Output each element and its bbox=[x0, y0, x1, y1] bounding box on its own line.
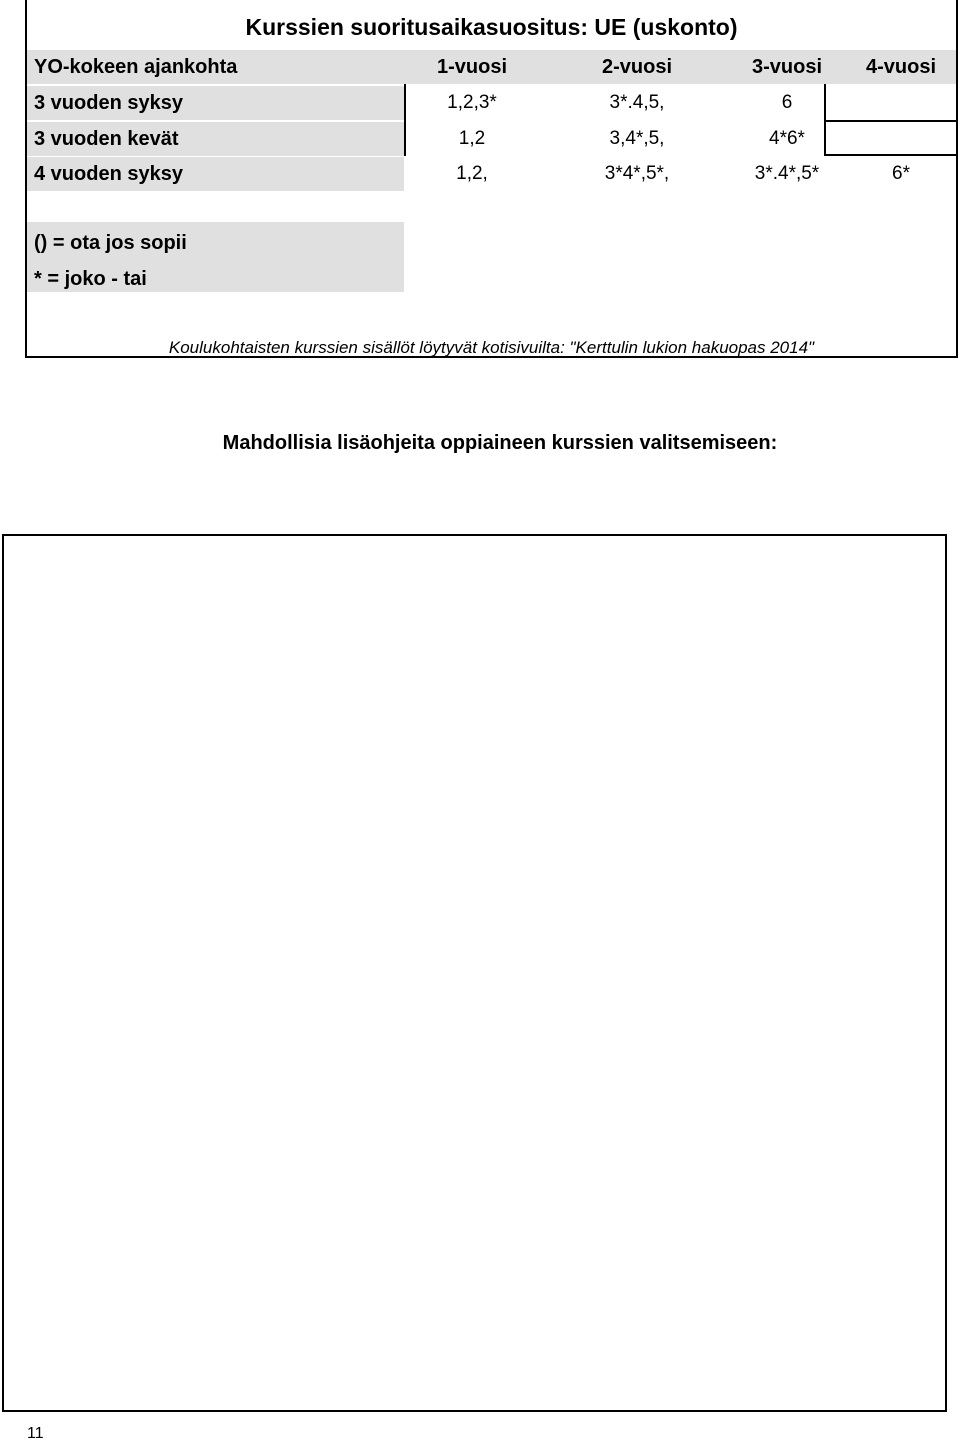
header-col-3: 3-vuosi bbox=[751, 56, 823, 78]
grid-line bbox=[404, 84, 406, 120]
table-cell: 3*4*,5*, bbox=[604, 163, 670, 184]
legend-box bbox=[27, 222, 404, 292]
table-cell: 3*.4*,5* bbox=[754, 163, 820, 184]
course-content-note: Koulukohtaisten kurssien sisällöt löytyvät kotisivuilta: "Kerttulin lukion hakuopas 2014" bbox=[168, 338, 815, 357]
course-schedule-box bbox=[25, 0, 958, 358]
table-cell: 3*.4,5, bbox=[609, 92, 665, 113]
instructions-box bbox=[2, 534, 947, 1412]
legend-either-or: * = joko - tai bbox=[34, 268, 147, 290]
table-row bbox=[27, 122, 956, 158]
table-cell: 6 bbox=[781, 92, 793, 113]
table-cell: 1,2,3* bbox=[447, 92, 497, 113]
table-cell bbox=[845, 86, 957, 120]
row-label: 3 vuoden syksy bbox=[27, 86, 404, 120]
table-row bbox=[27, 157, 956, 193]
header-col-1: 1-vuosi bbox=[436, 56, 508, 78]
table-cell: 1,2, bbox=[456, 163, 488, 184]
grid-line bbox=[404, 120, 406, 156]
table-row bbox=[27, 86, 956, 122]
row-label: 4 vuoden syksy bbox=[27, 157, 404, 191]
instructions-heading: Mahdollisia lisäohjeita oppiaineen kurssien valitsemiseen: bbox=[222, 432, 778, 454]
header-col-2: 2-vuosi bbox=[601, 56, 673, 78]
table-cell bbox=[845, 122, 957, 156]
legend-optional: () = ota jos sopii bbox=[34, 232, 187, 254]
header-col-4: 4-vuosi bbox=[865, 56, 937, 78]
table-cell: 3,4*,5, bbox=[609, 128, 665, 149]
table-header-row bbox=[27, 50, 956, 86]
grid-line bbox=[824, 120, 956, 122]
table-cell: 4*6* bbox=[769, 128, 805, 149]
row-label: 3 vuoden kevät bbox=[27, 122, 404, 156]
schedule-title: Kurssien suoritusaikasuositus: UE (uskonto) bbox=[245, 14, 738, 40]
table-cell: 6* bbox=[892, 163, 910, 184]
grid-line bbox=[824, 120, 826, 156]
grid-line bbox=[824, 84, 826, 120]
page-number: 11 bbox=[27, 1425, 44, 1442]
header-label: YO-kokeen ajankohta bbox=[27, 50, 956, 84]
grid-line bbox=[824, 154, 956, 156]
table-cell: 1,2 bbox=[458, 128, 486, 149]
